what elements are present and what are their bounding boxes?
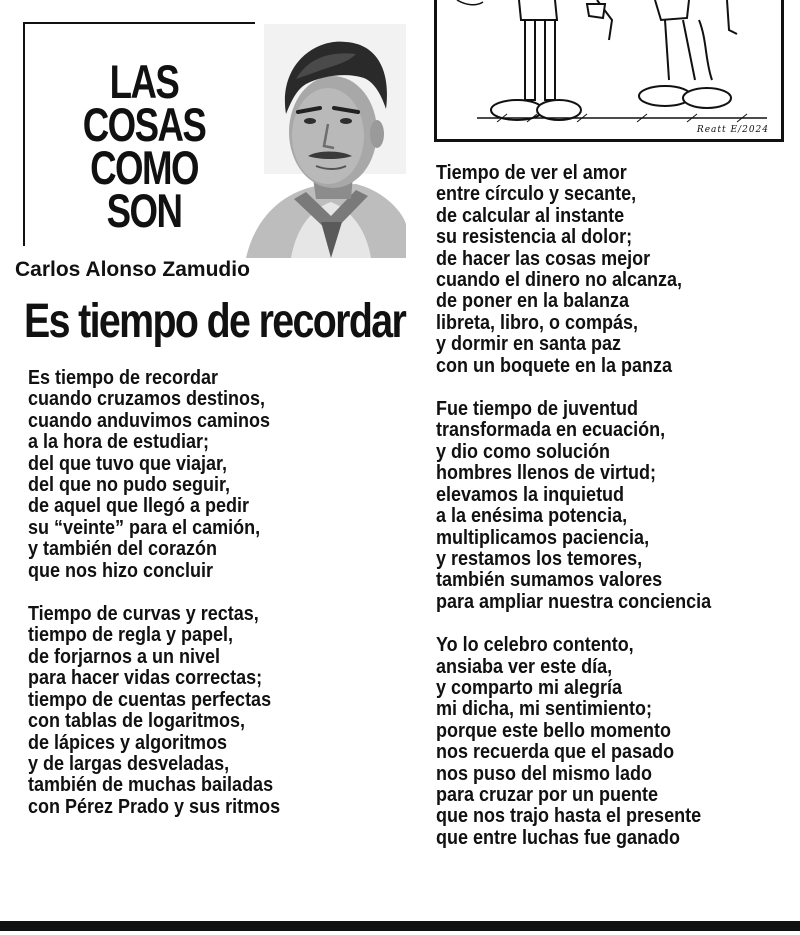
verse-line: porque este bello momento bbox=[436, 719, 672, 742]
verse-line: tiempo de regla y papel, bbox=[28, 624, 234, 647]
verse-line: para ampliar nuestra conciencia bbox=[436, 590, 712, 613]
verse-line: del que tuvo que viajar, bbox=[28, 452, 228, 475]
verse-line: y restamos los temores, bbox=[436, 547, 643, 570]
verse-line: con un boquete en la panza bbox=[436, 354, 673, 377]
bottom-rule bbox=[0, 921, 800, 931]
verse-line: del que no pudo seguir, bbox=[28, 474, 231, 497]
verse-line: de poner en la balanza bbox=[436, 290, 630, 313]
verse-line: su “veinte” para el camión, bbox=[28, 516, 261, 539]
verse-line: Tiempo de curvas y rectas, bbox=[28, 603, 259, 626]
verse-line: hombres llenos de virtud; bbox=[436, 462, 657, 485]
verse-line: libreta, libro, o compás, bbox=[436, 311, 639, 334]
poem-column-left bbox=[28, 368, 280, 840]
verse-line: nos recuerda que el pasado bbox=[436, 741, 675, 764]
verse-line: transformada en ecuación, bbox=[436, 419, 666, 442]
verse-line: Yo lo celebro contento, bbox=[436, 634, 634, 657]
verse-line: para hacer vidas correctas; bbox=[28, 667, 263, 690]
column-title-line: COMO bbox=[90, 141, 198, 194]
verse-line: y dio como solución bbox=[436, 440, 611, 463]
verse-line: a la hora de estudiar; bbox=[28, 431, 210, 454]
verse-line: para cruzar por un puente bbox=[436, 783, 659, 806]
poem-column-right bbox=[436, 163, 711, 871]
verse-line: Fue tiempo de juventud bbox=[436, 398, 639, 421]
author-photo bbox=[236, 24, 406, 258]
verse-line: cuando anduvimos caminos bbox=[28, 409, 271, 432]
verse-line: y dormir en santa paz bbox=[436, 333, 622, 356]
verse-line: multiplicamos paciencia, bbox=[436, 526, 650, 549]
verse-line: mi dicha, mi sentimiento; bbox=[436, 698, 653, 721]
verse-line: y de largas desveladas, bbox=[28, 752, 230, 775]
verse-line: que entre luchas fue ganado bbox=[436, 826, 681, 849]
verse-line: Tiempo de ver el amor bbox=[436, 162, 627, 184]
verse-line: ansiaba ver este día, bbox=[436, 655, 613, 678]
verse-line: de lápices y algoritmos bbox=[28, 731, 228, 754]
verse-line: cuando el dinero no alcanza, bbox=[436, 269, 683, 292]
column-title-line: SON bbox=[106, 184, 182, 237]
verse-line: entre círculo y secante, bbox=[436, 183, 637, 206]
stanza bbox=[28, 368, 280, 582]
verse-line: elevamos la inquietud bbox=[436, 483, 625, 506]
poem-title: Es tiempo de recordar bbox=[24, 295, 406, 348]
stanza bbox=[436, 163, 711, 377]
verse-line: tiempo de cuentas perfectas bbox=[28, 688, 272, 711]
verse-line: cuando cruzamos destinos, bbox=[28, 388, 266, 411]
verse-line: su resistencia al dolor; bbox=[436, 226, 633, 249]
verse-line: de forjarnos a un nivel bbox=[28, 645, 221, 668]
verse-line: también sumamos valores bbox=[436, 569, 663, 592]
column-title-line: LAS bbox=[109, 55, 179, 108]
verse-line: de calcular al instante bbox=[436, 204, 625, 227]
stanza bbox=[436, 399, 711, 613]
comic-strip bbox=[434, 0, 784, 142]
column-title bbox=[74, 55, 214, 237]
verse-line: nos puso del mismo lado bbox=[436, 762, 653, 785]
verse-line: y también del corazón bbox=[28, 538, 218, 561]
verse-line: con Pérez Prado y sus ritmos bbox=[28, 795, 281, 818]
verse-line: a la enésima potencia, bbox=[436, 505, 628, 528]
verse-line: que nos trajo hasta el presente bbox=[436, 805, 702, 828]
comic-drawing bbox=[437, 0, 781, 139]
stanza bbox=[436, 635, 711, 849]
verse-line: también de muchas bailadas bbox=[28, 774, 274, 797]
verse-line: con tablas de logaritmos, bbox=[28, 710, 246, 733]
stanza bbox=[28, 604, 280, 818]
column-title-line: COSAS bbox=[82, 98, 206, 151]
verse-line: Es tiempo de recordar bbox=[28, 367, 219, 389]
verse-line: de hacer las cosas mejor bbox=[436, 247, 651, 270]
verse-line: que nos hizo concluir bbox=[28, 559, 214, 582]
author-name: Carlos Alonso Zamudio bbox=[15, 258, 250, 281]
verse-line: y comparto mi alegría bbox=[436, 676, 623, 699]
comic-signature: Reatt E/2024 bbox=[696, 125, 769, 135]
verse-line: de aquel que llegó a pedir bbox=[28, 495, 250, 518]
